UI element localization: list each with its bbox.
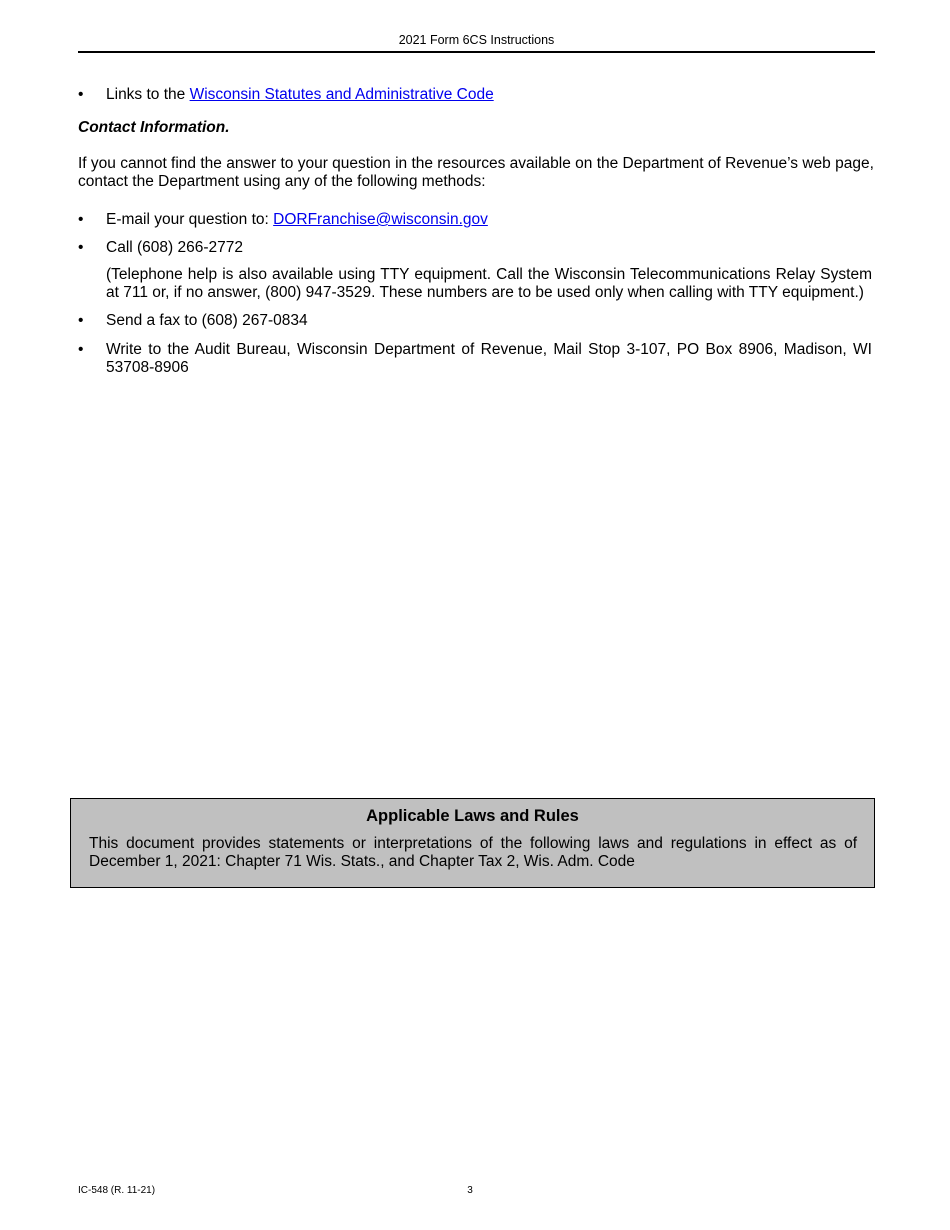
links-list-item (106, 86, 872, 104)
bullet-icon: • (78, 239, 84, 256)
page-header-title: 2021 Form 6CS Instructions (398, 33, 555, 47)
contact-heading: Contact Information. (78, 119, 230, 136)
form-id-footer: IC-548 (R. 11-21) (78, 1185, 156, 1196)
statutes-link[interactable]: Wisconsin Statutes and Administrative Code (189, 86, 494, 103)
bullet-icon: • (78, 312, 84, 329)
bullet-icon: • (78, 86, 84, 103)
email-link[interactable]: DORFranchise@wisconsin.gov (273, 211, 488, 228)
applicable-laws-body: This document provides statements or interpretations of the following laws and regulations in effect as of December 1, 2021: Chapter 71 Wis. Stats., and Chapter Tax 2, Wis. Adm. Code (89, 835, 857, 870)
bullet-icon: • (78, 341, 84, 358)
applicable-laws-title: Applicable Laws and Rules (366, 807, 579, 825)
bullet-icon: • (78, 211, 84, 228)
links-prefix: Links to the (106, 86, 190, 103)
write-list-item: Write to the Audit Bureau, Wisconsin Department of Revenue, Mail Stop 3-107, PO Box 8906, Madison, WI 53708-8906 (106, 341, 872, 376)
call-list-item: Call (608) 266-2772 (106, 239, 244, 256)
page-number: 3 (467, 1185, 473, 1196)
email-prefix: E-mail your question to: (106, 211, 274, 228)
header-rule (78, 51, 875, 53)
tty-note: (Telephone help is also available using TTY equipment. Call the Wisconsin Telecommunications Relay System at 711 or, if no answer, (800) 947-3529. These numbers are to be used only when calling with TTY equipment.) (106, 266, 872, 301)
applicable-laws-box (70, 798, 875, 888)
email-list-item (106, 211, 872, 229)
fax-list-item: Send a fax to (608) 267-0834 (106, 312, 308, 329)
contact-intro: If you cannot find the answer to your question in the resources available on the Department of Revenue’s web page, contact the Department using any of the following methods: (78, 155, 874, 190)
